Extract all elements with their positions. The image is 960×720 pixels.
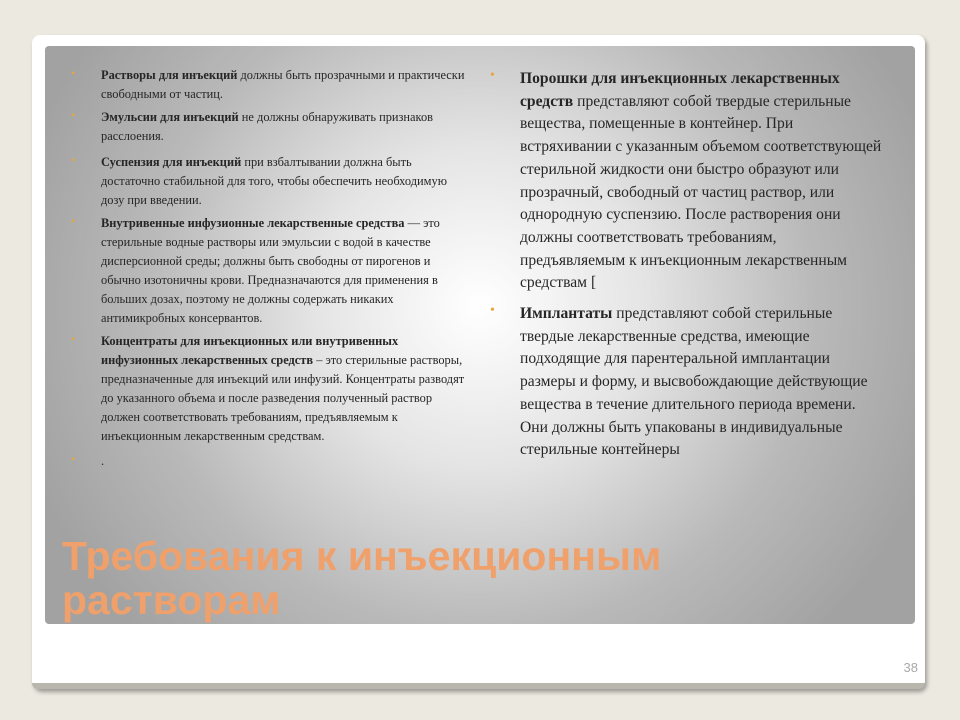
item-text: . <box>101 454 105 468</box>
bullet-dot-icon: • <box>71 153 76 167</box>
list-item <box>490 303 885 462</box>
bullet-dot-icon: • <box>490 303 495 319</box>
item-bold-text: Растворы для инъекций <box>101 68 238 82</box>
list-item <box>71 332 466 446</box>
slide-title-line-2: растворам <box>62 577 281 623</box>
list-item <box>71 452 466 471</box>
list-item <box>490 68 885 295</box>
item-text: – это стерильные растворы, предназначенные для инъекций или инфузий. Концентраты разводят до указанного объема и после разведения полученный раствор должен соответствовать требованиям, предъявляемым к инъекционным лекарственным средствам. <box>101 353 465 443</box>
item-bold-text: Имплантаты <box>520 305 613 323</box>
bullet-dot-icon: • <box>71 108 76 122</box>
item-bold-text: Концентраты для инъекционных или внутривенных инфузионных лекарственных средств <box>101 334 399 367</box>
page-number: 38 <box>903 660 918 675</box>
item-text: представляют собой стерильные твердые лекарственные средства, имеющие подходящие для парентеральной имплантации размеры и форму, и высвобождающие действующие вещества в течение длительного периода времени. Они должны быть упакованы в индивидуальные стерильные контейнеры <box>520 305 868 459</box>
item-bold-text: Внутривенные инфузионные лекарственные средства <box>101 216 405 230</box>
item-bold-text: Порошки для инъекционных лекарственных средств <box>520 70 840 110</box>
left-text-column <box>71 66 466 471</box>
list-item <box>71 66 466 104</box>
item-text: при взбалтывании должна быть достаточно стабильной для того, чтобы обеспечить необходимую дозу при введении. <box>101 155 447 207</box>
bullet-dot-icon: • <box>71 332 76 346</box>
item-text: представляют собой твердые стерильные вещества, помещенные в контейнер. При встряхивании с указанным объемом соответствующей стерильной жидкости они быстро образуют или прозрачный, свободный от частиц раствор, или однородную суспензию. После растворения они должны соответствовать требованиям, предъявляемым к инъекционным лекарственным средствам [ <box>520 92 882 292</box>
bullet-dot-icon: • <box>490 68 495 83</box>
item-bold-text: Эмульсии для инъекций <box>101 110 239 124</box>
item-text: должны быть прозрачными и практически свободными от частиц. <box>101 68 465 101</box>
slide-title <box>62 534 922 622</box>
item-text: — это стерильные водные растворы или эмульсии с водой в качестве дисперсионной среды; должны быть свободны от пирогенов и обычно изотоничны крови. Предназначаются для применения в больших дозах, поэтому не должны содержать никаких антимикробных консервантов. <box>101 216 440 325</box>
slide-title-line-1: Требования к инъекционным <box>62 533 662 579</box>
bullet-dot-icon: • <box>71 66 76 80</box>
list-item <box>71 214 466 328</box>
item-text: не должны обнаруживать признаков расслоения. <box>101 110 433 143</box>
right-text-column <box>490 68 885 462</box>
list-item <box>71 108 466 146</box>
list-item <box>71 153 466 210</box>
bullet-dot-icon: • <box>71 452 76 466</box>
item-bold-text: Суспензия для инъекций <box>101 155 242 169</box>
bullet-dot-icon: • <box>71 214 76 228</box>
